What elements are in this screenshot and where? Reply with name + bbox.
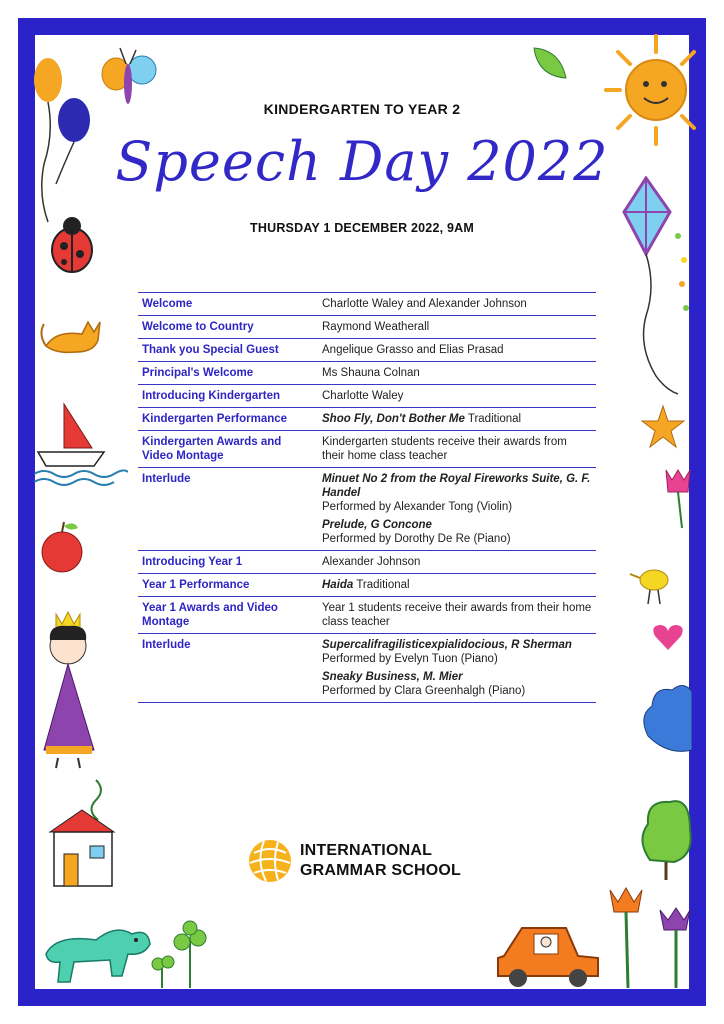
detail-text: Year 1 students receive their awards from their home class teacher	[322, 602, 592, 628]
kite-icon	[616, 176, 696, 396]
school-logo-icon	[248, 839, 292, 883]
program-row	[138, 574, 596, 597]
performance-line	[322, 578, 592, 592]
song-origin: Traditional	[353, 579, 410, 591]
detail-text: Charlotte Waley and Alexander Johnson	[322, 298, 527, 310]
princess-icon	[36, 610, 106, 770]
school-name	[300, 841, 461, 881]
detail-text: Raymond Weatherall	[322, 321, 430, 333]
program-row	[138, 316, 596, 339]
piece-title: Sneaky Business, M. Mier	[322, 671, 463, 683]
bush-icon	[636, 790, 692, 880]
program-item: Kindergarten Awards and Video Montage	[138, 431, 318, 468]
performance-line	[322, 412, 592, 426]
program-row	[138, 339, 596, 362]
cloud-icon	[638, 676, 692, 760]
song-title: Shoo Fly, Don't Bother Me	[322, 413, 465, 425]
program-detail	[318, 293, 596, 316]
song-origin: Traditional	[464, 413, 522, 425]
program-item: Principal's Welcome	[138, 362, 318, 385]
program-item: Welcome to Country	[138, 316, 318, 339]
program-row	[138, 293, 596, 316]
program-item: Thank you Special Guest	[138, 339, 318, 362]
program-row	[138, 408, 596, 431]
program-detail	[318, 597, 596, 634]
program-detail	[318, 551, 596, 574]
program-row	[138, 362, 596, 385]
program-item: Year 1 Performance	[138, 574, 318, 597]
program-detail	[318, 385, 596, 408]
event-date: THURSDAY 1 DECEMBER 2022, 9AM	[250, 221, 474, 235]
program-row	[138, 597, 596, 634]
tulip-icon	[660, 466, 696, 530]
car-icon	[494, 918, 604, 990]
star-icon	[640, 404, 686, 450]
piece-title: Supercalifragilisticexpialidocious, R Sherman	[322, 639, 572, 651]
program-row	[138, 468, 596, 551]
leaf-icon	[530, 44, 570, 84]
program-detail	[318, 362, 596, 385]
program-item: Interlude	[138, 468, 318, 551]
ladybug-icon	[42, 208, 106, 278]
cat-icon	[36, 316, 106, 360]
program-detail	[318, 574, 596, 597]
bird-icon	[628, 562, 678, 606]
flowers-icon	[602, 882, 694, 990]
house-icon	[46, 776, 120, 892]
detail-text: Ms Shauna Colnan	[322, 367, 420, 379]
school-name-line1: INTERNATIONAL	[300, 842, 433, 859]
heart-icon	[652, 622, 684, 652]
performer: Performed by Clara Greenhalgh (Piano)	[322, 685, 526, 697]
detail-text: Kindergarten students receive their awards from their home class teacher	[322, 436, 567, 462]
boat-icon	[34, 396, 128, 486]
program-detail	[318, 316, 596, 339]
piece-title: Prelude, G Concone	[322, 519, 432, 531]
program-item: Interlude	[138, 634, 318, 703]
performer: Performed by Dorothy De Re (Piano)	[322, 533, 511, 545]
detail-text: Charlotte Waley	[322, 390, 404, 402]
program-row	[138, 551, 596, 574]
program-body	[138, 293, 596, 703]
school-name-line2: GRAMMAR SCHOOL	[300, 862, 462, 879]
program-detail	[318, 634, 596, 703]
program-item: Introducing Year 1	[138, 551, 318, 574]
event-subtitle: KINDERGARTEN TO YEAR 2	[263, 101, 461, 117]
detail-text: Angelique Grasso and Elias Prasad	[322, 344, 504, 356]
song-title: Haida	[322, 579, 354, 591]
program-item: Year 1 Awards and Video Montage	[138, 597, 318, 634]
program-detail	[318, 408, 596, 431]
program-item: Kindergarten Performance	[138, 408, 318, 431]
program-row	[138, 634, 596, 703]
plants-icon	[150, 920, 222, 990]
piece-title: Minuet No 2 from the Royal Fireworks Suite, G. F. Handel	[322, 473, 591, 499]
program-item: Introducing Kindergarten	[138, 385, 318, 408]
program-detail	[318, 431, 596, 468]
performer: Performed by Evelyn Tuon (Piano)	[322, 653, 498, 665]
program-row	[138, 385, 596, 408]
detail-text: Alexander Johnson	[322, 556, 421, 568]
performer: Performed by Alexander Tong (Violin)	[322, 501, 513, 513]
program-row	[138, 431, 596, 468]
program-detail	[318, 339, 596, 362]
event-title: Speech Day 2022	[115, 130, 609, 193]
dog-icon	[36, 904, 162, 990]
apple-icon	[38, 518, 86, 576]
program-item: Welcome	[138, 293, 318, 316]
program-table	[138, 292, 596, 703]
program-detail	[318, 468, 596, 551]
